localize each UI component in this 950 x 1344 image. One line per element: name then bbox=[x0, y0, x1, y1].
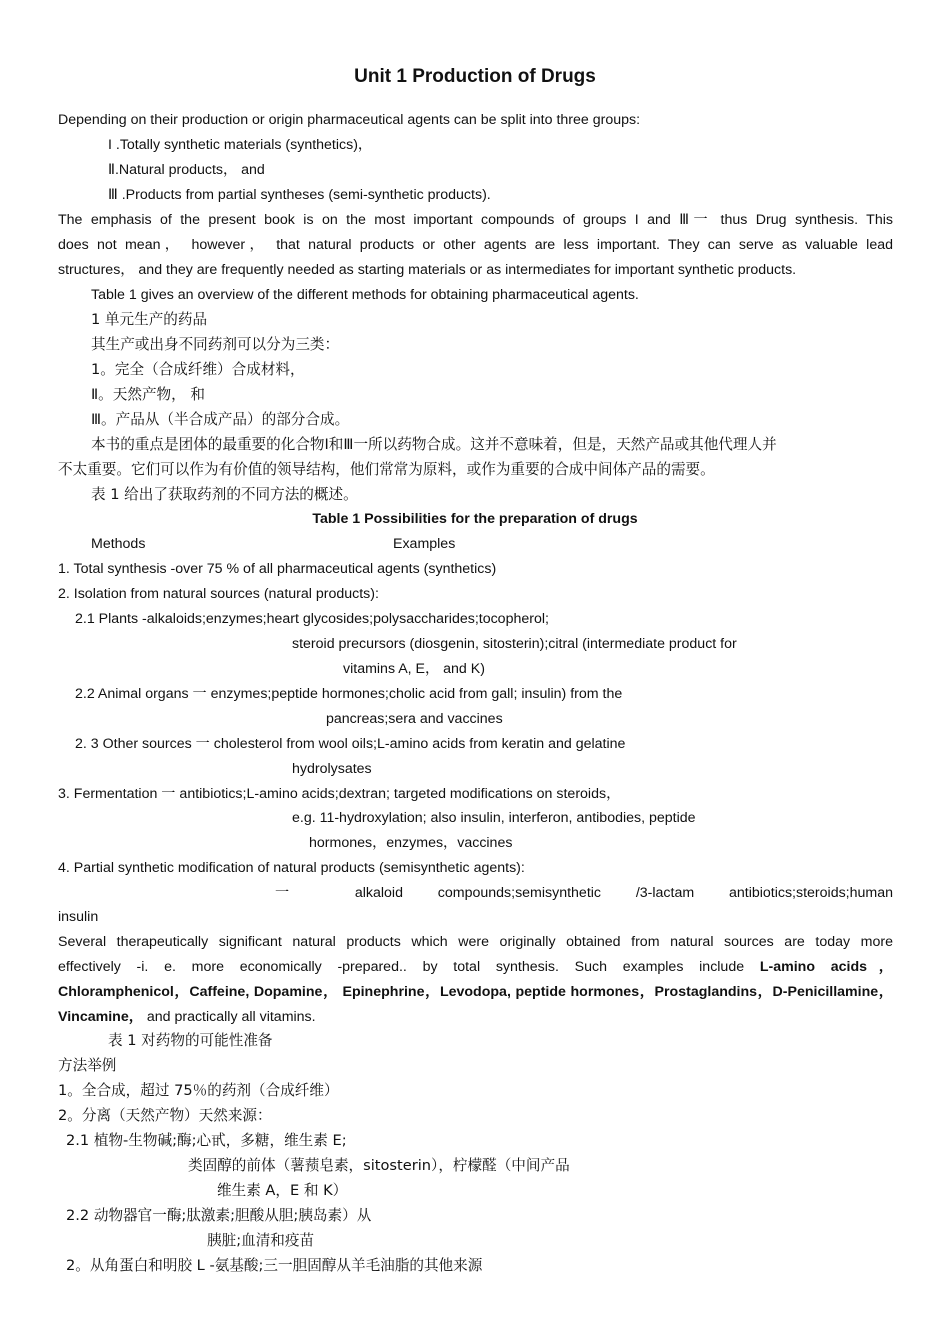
zh-table-row: 类固醇的前体（薯蓣皂素，sitosterin），柠檬醛（中间产品 bbox=[188, 1157, 570, 1174]
page-title: Unit 1 Production of Drugs bbox=[354, 66, 596, 87]
table-row: insulin bbox=[58, 909, 99, 925]
table-header-methods: Methods bbox=[91, 536, 146, 552]
group-item-3: Ⅲ .Products from partial syntheses (semi-synthetic products). bbox=[108, 187, 491, 203]
table-row: e.g. 11-hydroxylation; also insulin, interferon, antibodies, peptide bbox=[292, 810, 696, 826]
emphasis-line-3: structures， and they are frequently needed as starting materials or as intermediates for important synthetic products. bbox=[58, 262, 797, 278]
zh-table-row: 2。从角蛋白和明胶 L -氨基酸;三一胆固醇从羊毛油脂的其他来源 bbox=[66, 1257, 483, 1274]
zh-table-row: 2。分离（天然产物）天然来源： bbox=[58, 1107, 272, 1124]
several-line-2-bold: L-amino acids， bbox=[759, 959, 893, 975]
several-line-3 bbox=[58, 982, 893, 1002]
several-line-2-text: effectively -i. e. more economically -prepared.. by total synthesis. Such examples include bbox=[58, 959, 760, 975]
table-row: 2. 3 Other sources 一 cholesterol from wool oils;L-amino acids from keratin and gelatine bbox=[75, 736, 626, 752]
zh-group-2: Ⅱ。天然产物， 和 bbox=[91, 386, 205, 403]
table-row: 4. Partial synthetic modification of natural products (semisynthetic agents): bbox=[58, 860, 525, 876]
zh-emphasis-line-1: 本书的重点是团体的最重要的化合物Ⅰ和Ⅲ一所以药物合成。这并不意味着，但是，天然产品或其他代理人并 bbox=[91, 436, 777, 453]
table-row: 2.1 Plants -alkaloids;enzymes;heart glycosides;polysaccharides;tocopherol; bbox=[75, 611, 549, 627]
group-item-1: I .Totally synthetic materials (synthetics)， bbox=[108, 137, 373, 153]
zh-table-row: 维生素 A，E 和 K） bbox=[217, 1182, 348, 1199]
group-item-2: Ⅱ.Natural products， and bbox=[108, 162, 265, 178]
zh-group-1: 1。完全（合成纤维）合成材料， bbox=[91, 361, 305, 378]
zh-table-intro: 表 1 给出了获取药剂的不同方法的概述。 bbox=[91, 486, 358, 503]
zh-group-3: Ⅲ。产品从（半合成产品）的部分合成。 bbox=[91, 411, 350, 428]
table-row: hormones，enzymes，vaccines bbox=[309, 835, 513, 851]
table-row: 2. Isolation from natural sources (natural products): bbox=[58, 586, 379, 602]
several-line-4-text: and practically all vitamins. bbox=[142, 1009, 316, 1025]
several-line-3-bold: Chloramphenicol，Caffeine, Dopamine， Epinephrine，Levodopa, peptide hormones，Prostaglandins，D-Penicillamine， bbox=[58, 984, 893, 1000]
zh-table-caption: 表 1 对药物的可能性准备 bbox=[108, 1032, 273, 1049]
emphasis-line-1: The emphasis of the present book is on the most important compounds of groups I and Ⅲ一 thus Drug synthesis. This bbox=[58, 212, 893, 228]
zh-table-row: 胰脏;血清和疫苗 bbox=[207, 1232, 315, 1249]
table-intro: Table 1 gives an overview of the different methods for obtaining pharmaceutical agents. bbox=[91, 287, 639, 303]
zh-table-row: 2.1 植物-生物碱;酶;心甙，多糖，维生素 E; bbox=[66, 1132, 347, 1149]
table-caption: Table 1 Possibilities for the preparation of drugs bbox=[312, 511, 638, 527]
zh-table-header: 方法举例 bbox=[58, 1057, 117, 1074]
zh-title: 1 单元生产的药品 bbox=[91, 311, 208, 328]
several-line-4-bold: Vincamine， bbox=[58, 1009, 143, 1025]
intro-paragraph: Depending on their production or origin pharmaceutical agents can be split into three groups: bbox=[58, 112, 641, 128]
table-row: 3. Fermentation 一 antibiotics;L-amino acids;dextran; targeted modifications on steroids， bbox=[58, 786, 621, 802]
zh-intro: 其生产或出身不同药剂可以分为三类： bbox=[91, 336, 340, 353]
several-line-1: Several therapeutically significant natural products which were originally obtained from natural sources are today more bbox=[58, 934, 893, 950]
table-row: hydrolysates bbox=[292, 761, 372, 777]
zh-table-row: 1。全合成，超过 75％的药剂（合成纤维） bbox=[58, 1082, 339, 1099]
table-row: 2.2 Animal organs 一 enzymes;peptide hormones;cholic acid from gall; insulin) from the bbox=[75, 686, 623, 702]
zh-table-row: 2.2 动物器官一酶;肽激素;胆酸从胆;胰岛素）从 bbox=[66, 1207, 372, 1224]
several-line-4 bbox=[58, 1007, 316, 1027]
table-row: steroid precursors (diosgenin, sitosterin);citral (intermediate product for bbox=[292, 636, 737, 652]
table-row: vitamins A, E， and K) bbox=[343, 661, 485, 677]
table-row: pancreas;sera and vaccines bbox=[326, 711, 503, 727]
zh-emphasis-line-2: 不太重要。它们可以作为有价值的领导结构，他们常常为原料，或作为重要的合成中间体产品的需要。 bbox=[58, 461, 715, 478]
table-header-examples: Examples bbox=[393, 536, 456, 552]
table-row: 一 alkaloid compounds;semisynthetic /3-lactam antibiotics;steroids;human bbox=[275, 885, 893, 901]
several-line-2 bbox=[58, 957, 893, 977]
table-row: 1. Total synthesis -over 75 % of all pharmaceutical agents (synthetics) bbox=[58, 561, 497, 577]
emphasis-line-2: does not mean， however， that natural products or other agents are less important. They can serve as valuable lead bbox=[58, 237, 893, 253]
